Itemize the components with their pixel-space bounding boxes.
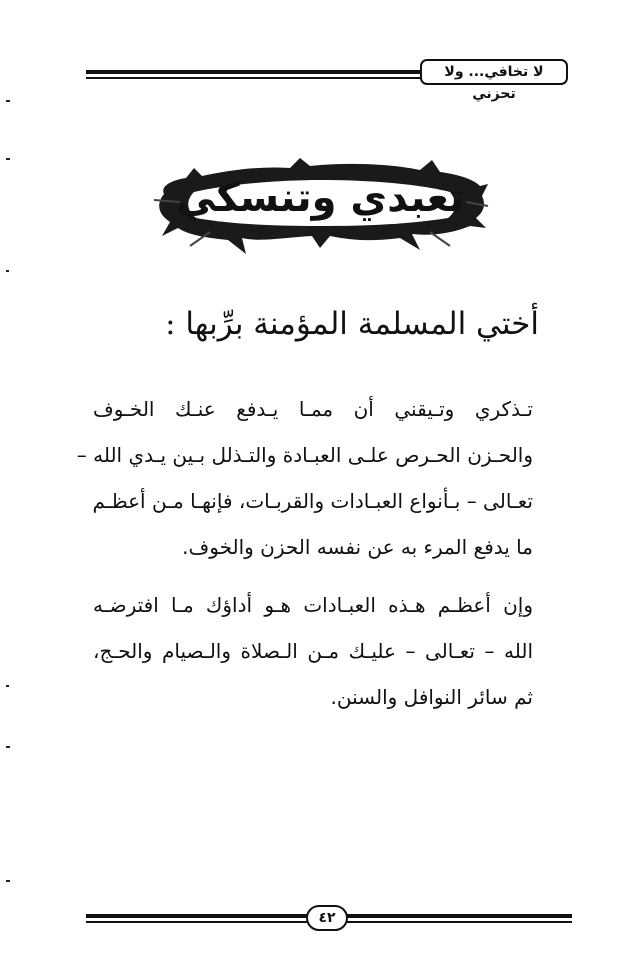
running-header: لا تخافي... ولا تحزني: [420, 59, 568, 85]
greeting-heading: أختي المسلمة المؤمنة برِّبها :: [165, 306, 539, 342]
header-rule-thick: [86, 70, 426, 74]
scan-speck: [6, 880, 10, 882]
paragraph-line: ثم سائر النوافل والسنن.: [330, 685, 533, 709]
page-number: ٤٢: [306, 905, 348, 931]
scan-speck: [6, 746, 10, 748]
footer-rule-right-thick: [346, 914, 572, 918]
footer-rule-left-thin: [86, 921, 308, 923]
footer-rule-left-thick: [86, 914, 308, 918]
scan-speck: [6, 158, 10, 160]
chapter-title: تعبدي وتنسكي: [175, 175, 465, 221]
paragraph-line: وإن أعظـم هـذه العبـادات هـو أداؤك مـا افترضـه: [93, 593, 533, 617]
paragraph-2: [93, 582, 533, 720]
paragraph-line: الله – تعـالى – عليـك مـن الـصلاة والـصيام والحـج،: [93, 639, 533, 663]
paragraph-line: تعـالى – بـأنواع العبـادات والقربـات، فإنهـا مـن أعظـم: [92, 489, 533, 513]
paragraph-line: ما يدفع المرء به عن نفسه الحزن والخوف.: [182, 535, 533, 559]
scan-speck: [6, 100, 10, 102]
footer-rule-right-thin: [346, 921, 572, 923]
paragraph-line: والحـزن الحـرص علـى العبـادة والتـذلل بـين يـدي الله –: [76, 443, 533, 467]
chapter-banner: [150, 150, 490, 260]
paragraph-1: [76, 386, 533, 570]
scan-speck: [6, 270, 9, 272]
scan-speck: [6, 685, 9, 687]
paragraph-line: تـذكري وتـيقني أن ممـا يـدفع عنـك الخـوف: [93, 397, 533, 421]
header-rule-thin: [86, 77, 426, 79]
